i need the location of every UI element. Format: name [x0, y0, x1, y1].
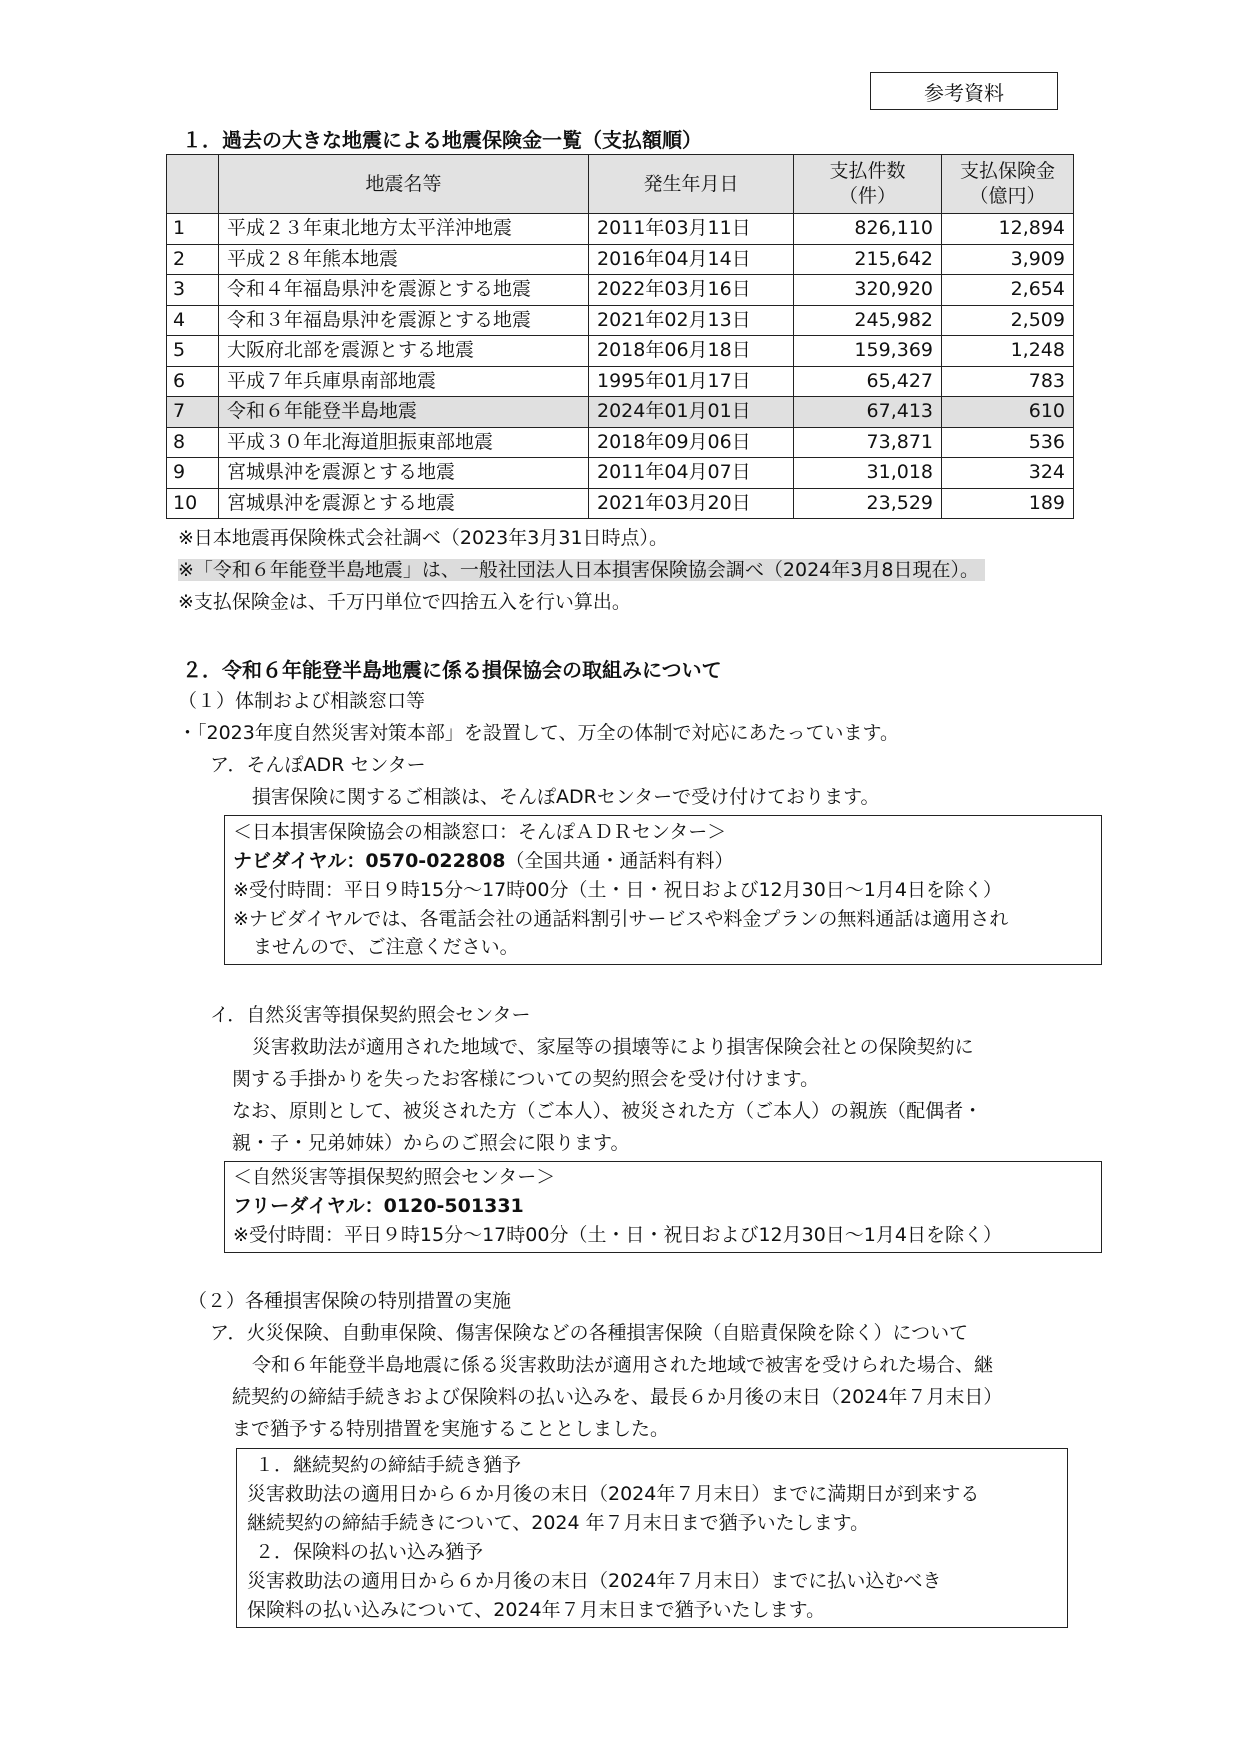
table-header-row	[167, 155, 1074, 214]
table-row: 9 宮城県沖を震源とする地震 2011年04月07日 31,018 324	[167, 458, 1074, 489]
subsection2-title: （２）各種損害保険の特別措置の実施	[188, 1290, 512, 1312]
table-note-rounding: ※支払保険金は、千万円単位で四捨五入を行い算出。	[178, 591, 631, 613]
measure1-line1: 災害救助法の適用日から６か月後の末日（2024年７月末日）までに満期日が到来する	[247, 1483, 980, 1505]
item-a-text: 損害保険に関するご相談は、そんぽADRセンターで受け付けております。	[252, 786, 880, 808]
earthquake-insurance-table	[166, 154, 1074, 519]
contract-inquiry-box	[224, 1161, 1102, 1253]
adr-contact-box	[224, 815, 1102, 965]
section2-heading: ２．令和６年能登半島地震に係る損保協会の取組みについて	[182, 658, 722, 682]
item-a2-title: ア．火災保険、自動車保険、傷害保険などの各種損害保険（自賠責保険を除く）について	[210, 1322, 969, 1344]
table-row: 5 大阪府北部を震源とする地震 2018年06月18日 159,369 1,248	[167, 336, 1074, 367]
item-i-line1: 災害救助法が適用された地域で、家屋等の損壊等により損害保険会社との保険契約に	[252, 1036, 974, 1058]
reference-label: 参考資料	[870, 72, 1058, 110]
section1-heading: １．過去の大きな地震による地震保険金一覧（支払額順）	[182, 128, 702, 152]
item-i-line4: 親・子・兄弟姉妹）からのご照会に限ります。	[232, 1132, 630, 1154]
table-row: 8 平成３０年北海道胆振東部地震 2018年09月06日 73,871 536	[167, 427, 1074, 458]
table-row: 10 宮城県沖を震源とする地震 2021年03月20日 23,529 189	[167, 488, 1074, 519]
inquiry-hours: ※受付時間：平日９時15分～17時00分（土・日・祝日および12月30日～1月4日を除く）	[233, 1224, 1002, 1246]
measure2-title: ２．保険料の払い込み猶予	[255, 1541, 484, 1563]
item-i-line2: 関する手掛かりを失ったお客様についての契約照会を受け付けます。	[232, 1068, 820, 1090]
adr-note-line1: ※ナビダイヤルでは、各電話会社の通話料割引サービスや料金プランの無料通話は適用され	[233, 908, 1009, 930]
table-row: 1 平成２３年東北地方太平洋沖地震 2011年03月11日 826,110 12,894	[167, 214, 1074, 245]
special-measures-box	[236, 1448, 1068, 1628]
table-note-source: ※日本地震再保険株式会社調べ（2023年3月31日時点）。	[178, 527, 669, 549]
table-row: 4 令和３年福島県沖を震源とする地震 2021年02月13日 245,982 2,509	[167, 305, 1074, 336]
header-name: 地震名等	[219, 155, 589, 214]
item-a2-line1: 令和６年能登半島地震に係る災害救助法が適用された地域で被害を受けられた場合、継	[252, 1354, 994, 1376]
table-row-highlighted: 7 令和６年能登半島地震 2024年01月01日 67,413 610	[167, 397, 1074, 428]
subsection1-title: （１）体制および相談窓口等	[178, 690, 426, 712]
item-i-title: イ．自然災害等損保契約照会センター	[210, 1004, 531, 1026]
adr-hours: ※受付時間：平日９時15分～17時00分（土・日・祝日および12月30日～1月4日を除く）	[233, 879, 1002, 901]
item-a-title: ア．そんぽADR センター	[210, 754, 426, 776]
table-row: 2 平成２８年熊本地震 2016年04月14日 215,642 3,909	[167, 244, 1074, 275]
measure1-line2: 継続契約の締結手続きについて、2024 年７月末日まで猶予いたします。	[247, 1512, 870, 1534]
adr-phone-number[interactable]: ナビダイヤル：0570-022808	[233, 850, 506, 872]
table-note-noto: ※「令和６年能登半島地震」は、一般社団法人日本損害保険協会調べ（2024年3月8日現在）。	[178, 555, 985, 585]
inquiry-box-title: ＜自然災害等損保契約照会センター＞	[233, 1166, 556, 1188]
header-date: 発生年月日	[589, 155, 794, 214]
item-i-line3: なお、原則として、被災された方（ご本人）、被災された方（ご本人）の親族（配偶者・	[232, 1100, 983, 1122]
measure2-line1: 災害救助法の適用日から６か月後の末日（2024年７月末日）までに払い込むべき	[247, 1570, 942, 1592]
adr-note-line2: ませんので、ご注意ください。	[253, 936, 519, 958]
measure2-line2: 保険料の払い込みについて、2024年７月末日まで猶予いたします。	[247, 1599, 826, 1621]
header-count: 支払件数 （件）	[794, 155, 942, 214]
adr-phone-line: ナビダイヤル：0570-022808（全国共通・通話料有料）	[233, 850, 734, 872]
headquarters-bullet: ・「2023年度自然災害対策本部」を設置して、万全の体制で対応にあたっています。	[178, 722, 899, 744]
item-a2-line2: 続契約の締結手続きおよび保険料の払い込みを、最長６か月後の末日（2024年７月末日）	[232, 1386, 1003, 1408]
adr-box-title: ＜日本損害保険協会の相談窓口：そんぽＡＤＲセンター＞	[233, 821, 727, 843]
table-row: 6 平成７年兵庫県南部地震 1995年01月17日 65,427 783	[167, 366, 1074, 397]
inquiry-phone-number[interactable]: フリーダイヤル：0120-501331	[233, 1195, 524, 1217]
measure1-title: １．継続契約の締結手続き猶予	[255, 1454, 522, 1476]
item-a2-line3: まで猶予する特別措置を実施することとしました。	[232, 1418, 670, 1440]
table-row: 3 令和４年福島県沖を震源とする地震 2022年03月16日 320,920 2,654	[167, 275, 1074, 306]
header-rank	[167, 155, 219, 214]
header-amount: 支払保険金 （億円）	[942, 155, 1074, 214]
